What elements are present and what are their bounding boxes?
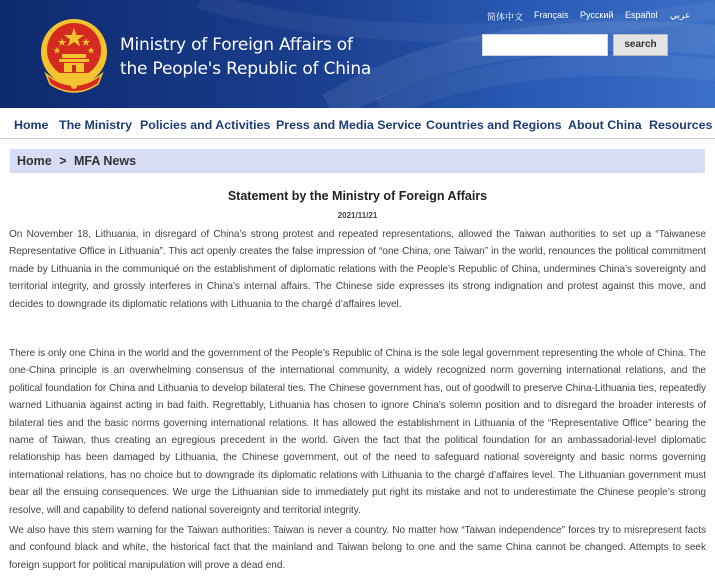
nav-item-about-china[interactable]: About China	[568, 118, 642, 132]
main-nav	[0, 108, 715, 139]
lang-link-french[interactable]: Français	[534, 10, 569, 20]
lang-link-russian[interactable]: Русский	[580, 10, 614, 20]
lang-link-spanish[interactable]: Español	[625, 10, 658, 20]
ministry-name[interactable]	[120, 33, 371, 81]
breadcrumb-separator: >	[59, 154, 67, 168]
ministry-name-line2: the People's Republic of China	[120, 59, 372, 79]
header-banner	[0, 0, 715, 108]
nav-item-policies[interactable]: Policies and Activities	[140, 118, 271, 132]
ministry-name-line1: Ministry of Foreign Affairs of	[120, 35, 353, 55]
article-title: Statement by the Ministry of Foreign Affairs	[227, 189, 488, 203]
national-emblem-icon[interactable]	[38, 14, 110, 94]
lang-link-arabic[interactable]: عربي	[670, 10, 691, 20]
article-paragraph-1: On November 18, Lithuania, in disregard of China’s strong protest and repeated representations, allowed the Taiwan authorities to set up a “Taiwanese Representative Office in Lithuania”. This act openly creates the false impression of “one China, one Taiwan” in the world, renounces the political commitment made by Lithuania in the communiqué on the establishment of diplomatic relations with the People’s Republic of China, undermines China’s sovereignty and territorial integrity, and grossly interferes in China’s internal affairs. The Chinese side expresses its strong indignation and protest against this move, and decides to downgrade its diplomatic relations with Lithuania to the chargé d’affaires level.	[9, 229, 706, 310]
article-paragraph-2: There is only one China in the world and the government of the People’s Republic of China is the sole legal government representing the whole of China. The one-China principle is an overwhelming consensus of the international community, a widely recognized norm governing international relations, and the political foundation for China and Lithuania to develop bilateral ties. The Chinese government has, out of goodwill to preserve China-Lithuania ties, repeatedly warned Lithuania against acting in bad faith. Regrettably, Lithuania has chosen to ignore China’s solemn position and to disregard the broader interests of bilateral ties and the basic norms governing international relations. It has allowed the establishment in Lithuania of the “Representative Office” bearing the name of Taiwan, thus creating an egregious precedent in the world. Given the fact that the political foundation for an ambassadorial-level diplomatic relationship has been damaged by Lithuania, the Chinese government, out of the need to safeguard national sovereignty and basic norms governing international relations, has no choice but to downgrade its diplomatic relations with Lithuania to the chargé d’affaires level. The Lithuanian government must bear all the ensuing consequences. We urge the Lithuanian side to immediately put right its mistake and not to underestimate the Chinese people’s strong resolve, will and capability to defend national sovereignty and territorial integrity.	[9, 348, 706, 516]
nav-item-home[interactable]: Home	[14, 118, 49, 132]
breadcrumb-current[interactable]: MFA News	[74, 154, 137, 168]
lang-link-chinese[interactable]: 简体中文	[487, 12, 524, 22]
article-paragraph-3: We also have this stern warning for the Taiwan authorities: Taiwan is never a country. No matter how “Taiwan independence” forces try to misrepresent facts and confound black and white, the historical fact that the mainland and Taiwan belong to one and the same China cannot be changed. Attempts to seek foreign support for political manipulation will prove a dead end.	[9, 525, 706, 571]
nav-item-the-ministry[interactable]: The Ministry	[59, 118, 132, 132]
nav-item-resources[interactable]: Resources	[649, 118, 713, 132]
article-date: 2021/11/21	[337, 211, 378, 220]
search-button[interactable]: search	[613, 34, 668, 56]
nav-item-press[interactable]: Press and Media Service	[276, 118, 422, 132]
breadcrumb	[10, 149, 705, 173]
breadcrumb-home[interactable]: Home	[17, 154, 52, 168]
search-input[interactable]	[482, 34, 608, 56]
nav-item-countries[interactable]: Countries and Regions	[426, 118, 562, 132]
language-bar	[487, 10, 707, 26]
